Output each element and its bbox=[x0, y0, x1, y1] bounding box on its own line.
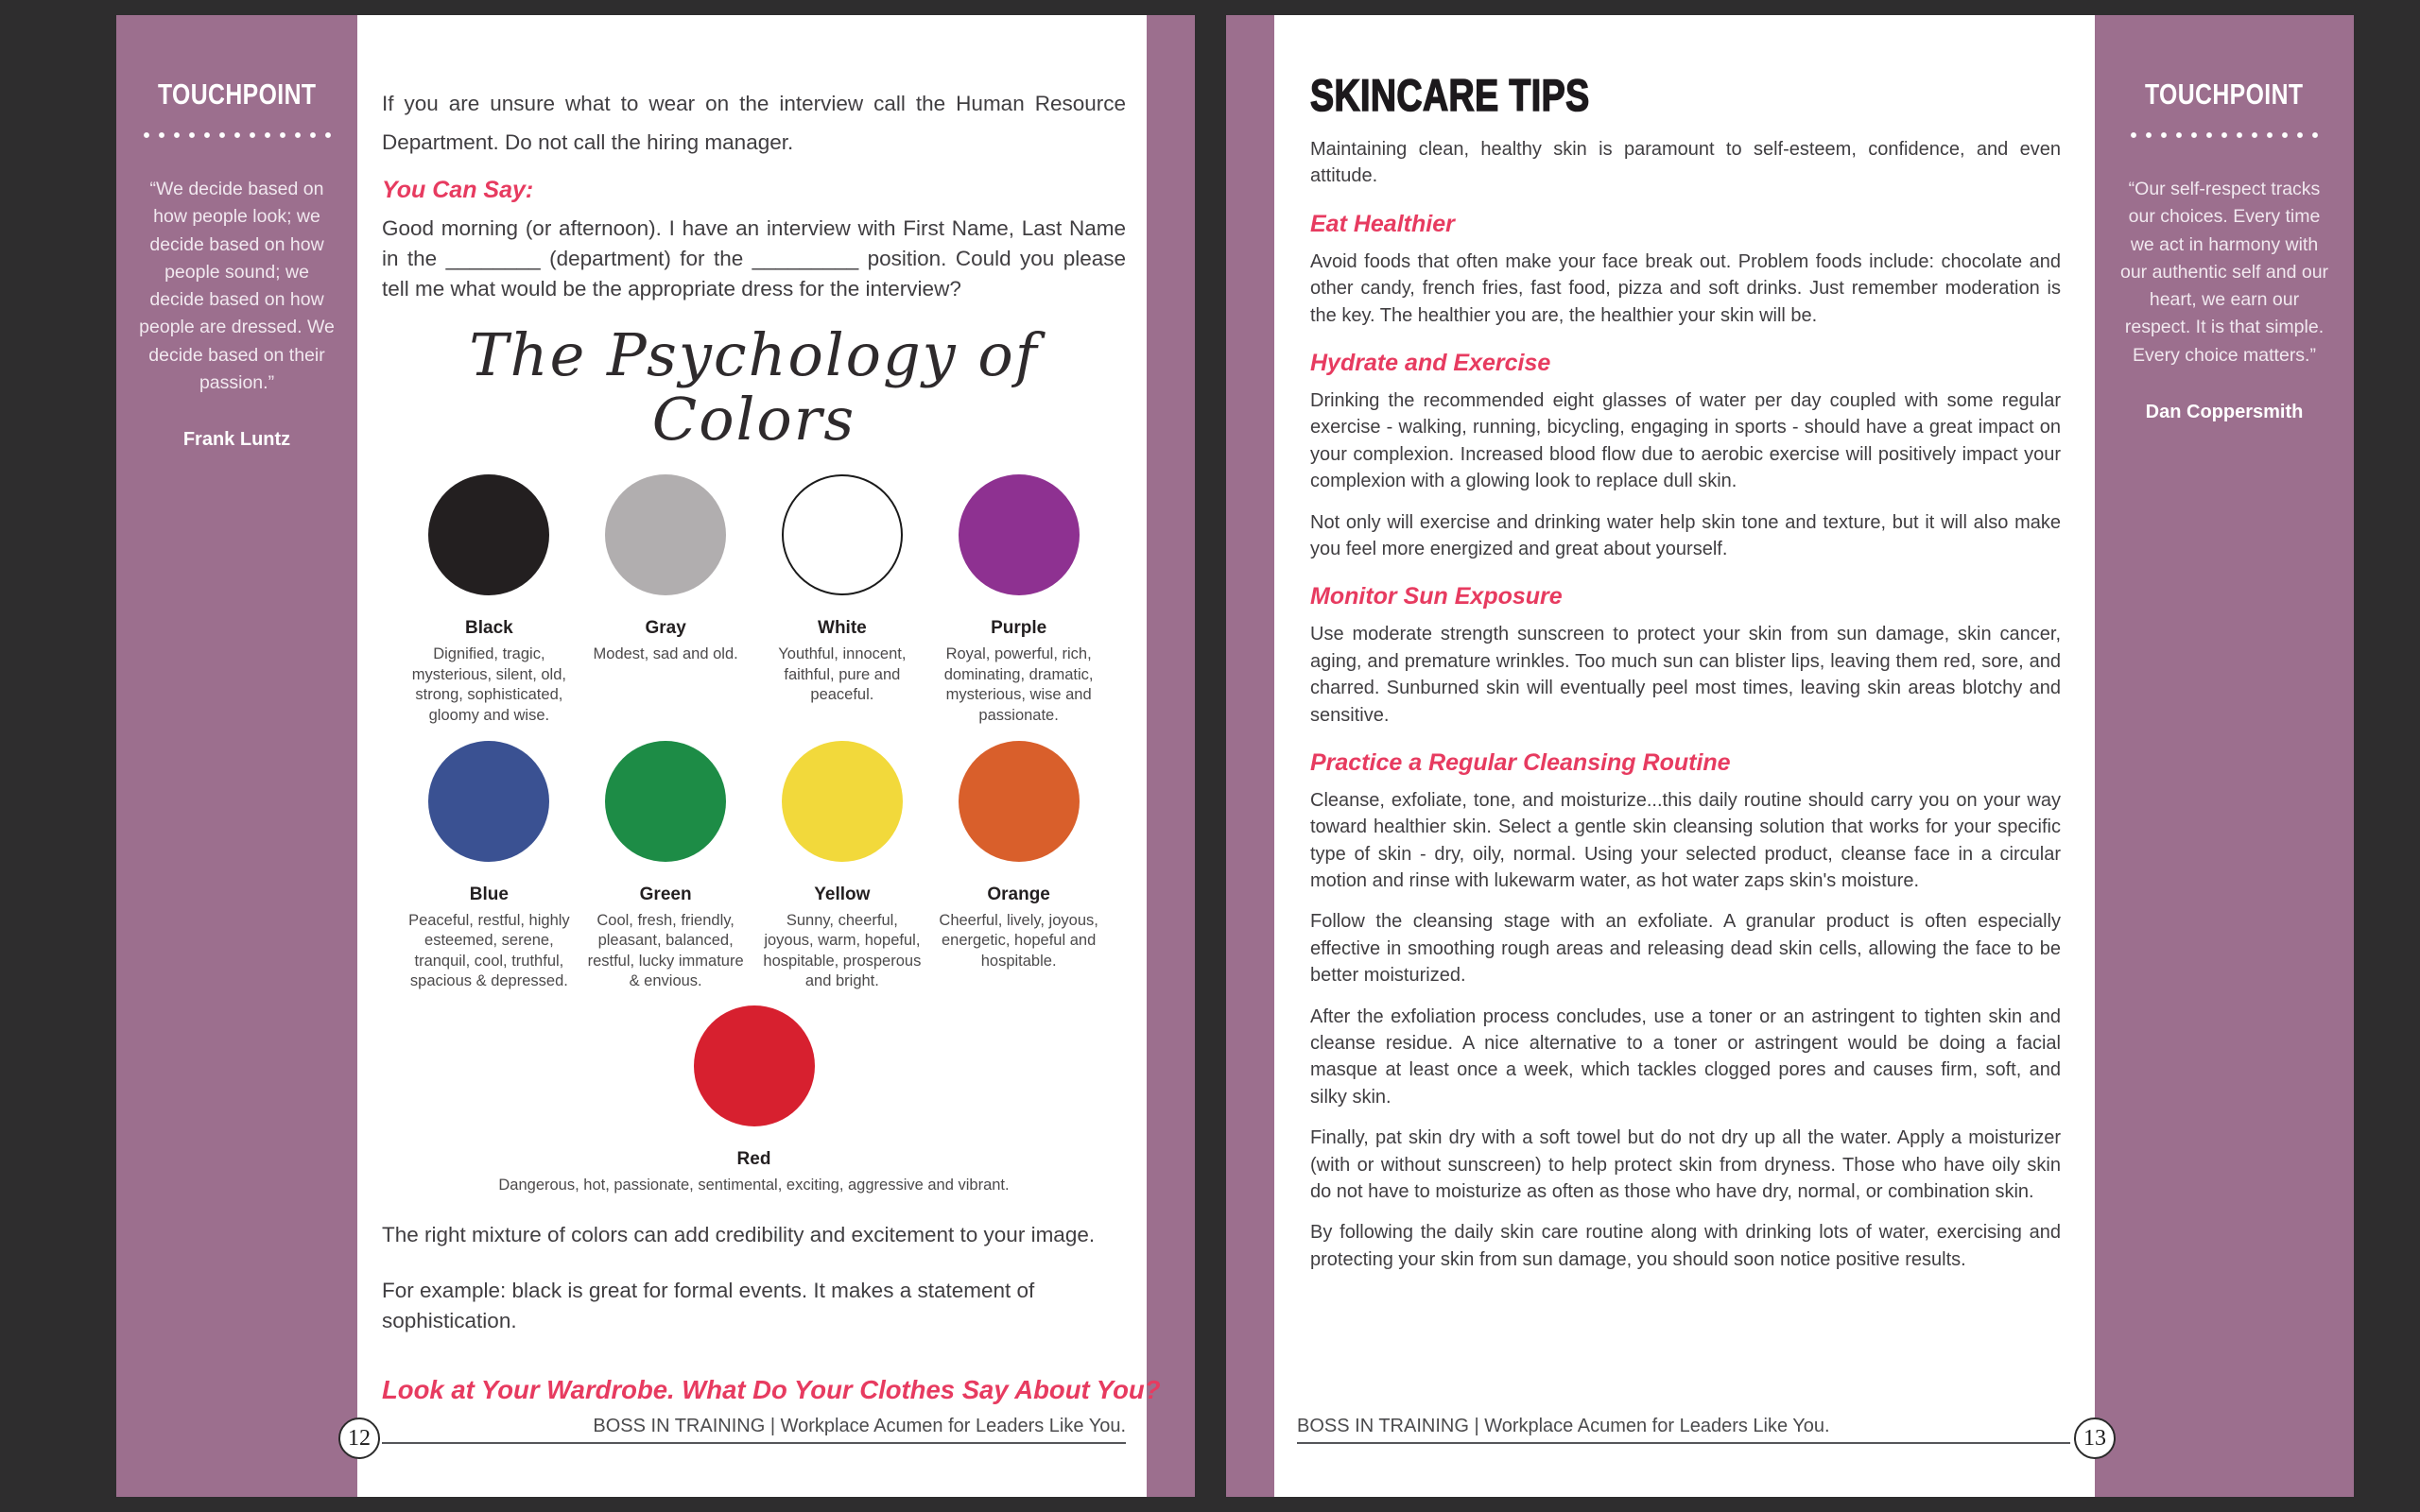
page-number-badge: 13 bbox=[2074, 1418, 2116, 1459]
right-page bbox=[1274, 15, 2106, 1497]
red-swatch bbox=[694, 1005, 815, 1126]
green-swatch bbox=[605, 741, 726, 862]
color-description: Dangerous, hot, passionate, sentimental, exciting, aggressive and vibrant. bbox=[498, 1176, 1010, 1194]
color-name: Gray bbox=[645, 618, 686, 639]
dotted-divider bbox=[2131, 130, 2318, 140]
psychology-of-colors-title: The Psychology of Colors bbox=[469, 319, 1039, 454]
page-number-badge: 12 bbox=[338, 1418, 380, 1459]
section-paragraph: Avoid foods that often make your face break out. Problem foods include: chocolate and other candy, french fries, fast food, pizza and soft drinks. Just remember moderation is the key. The healthier you are, the healthier your skin will be. bbox=[1310, 250, 2061, 326]
touchpoint-title: TOUCHPOINT bbox=[2145, 77, 2304, 111]
color-name: White bbox=[818, 618, 867, 639]
section-paragraph: Not only will exercise and drinking water help skin tone and texture, but it will also make you feel more energized and great about yourself. bbox=[1310, 511, 2061, 559]
section-paragraph: After the exfoliation process concludes, use a toner or an astringent to tighten skin and cleanse residue. A nice alternative to a toner or astringent would be doing a facial masque at least once a week, which tackles clogged pores and causes firm, soft, and silky skin. bbox=[1310, 1005, 2061, 1108]
example-note: For example: black is great for formal events. It makes a statement of sophistication. bbox=[382, 1278, 1035, 1333]
right-page-footer bbox=[1297, 1416, 2106, 1465]
color-description: Peaceful, restful, highly esteemed, serene, tranquil, cool, truthful, spacious & depressed. bbox=[408, 911, 570, 990]
color-cell-gray bbox=[585, 474, 747, 726]
white-swatch bbox=[782, 474, 903, 595]
dotted-divider bbox=[144, 130, 331, 140]
wardrobe-question: Look at Your Wardrobe. What Do Your Clothes Say About You? bbox=[382, 1375, 1161, 1404]
color-name: Yellow bbox=[814, 884, 871, 904]
skincare-tips-title: SKINCARE TIPS bbox=[1310, 70, 1590, 120]
left-page-content bbox=[382, 85, 1161, 1405]
touchpoint-panel-left bbox=[116, 77, 357, 451]
section-paragraph: Cleanse, exfoliate, tone, and moisturize...this daily routine should carry you on your way toward healthier skin. Select a gentle skin cleansing solution that works for your specific type of skin - dry, oily, normal. Using your selected product, cleanse face in a circular motion and rinse with lukewarm water, as hot water zaps skin's moisture. bbox=[1310, 789, 2061, 892]
right-page-content bbox=[1310, 70, 2061, 1287]
section-heading-hydrate-and-exercise: Hydrate and Exercise bbox=[1310, 350, 1551, 376]
color-cell-green bbox=[585, 741, 747, 992]
phone-script-paragraph: Good morning (or afternoon). I have an interview with First Name, Last Name in the ________ (department) for the _________ position. Could you please tell me what would be the appropriate dress for the interview? bbox=[382, 216, 1126, 301]
color-cell-yellow bbox=[762, 741, 924, 992]
footer-book-title: BOSS IN TRAINING | Workplace Acumen for Leaders Like You. bbox=[1297, 1416, 1830, 1436]
footer-book-title: BOSS IN TRAINING | Workplace Acumen for Leaders Like You. bbox=[593, 1416, 1126, 1436]
section-heading-monitor-sun-exposure: Monitor Sun Exposure bbox=[1310, 583, 1563, 610]
left-page bbox=[348, 15, 1161, 1497]
section-heading-cleansing-routine: Practice a Regular Cleansing Routine bbox=[1310, 748, 1731, 776]
section-paragraph: Use moderate strength sunscreen to protect your skin from sun damage, skin cancer, aging, and premature wrinkles. Too much sun can blister lips, leaving them red, sore, and charred. Sunburned skin will eventually peel most times, leaving skin areas blotchy and sensitive. bbox=[1310, 624, 2061, 726]
color-description: Sunny, cheerful, joyous, warm, hopeful, hospitable, prosperous and bright. bbox=[763, 911, 922, 990]
color-description: Royal, powerful, rich, dominating, dramatic, mysterious, wise and passionate. bbox=[943, 645, 1094, 724]
you-can-say-heading: You Can Say: bbox=[382, 177, 534, 203]
color-name: Blue bbox=[469, 884, 509, 904]
mixture-note: The right mixture of colors can add credibility and excitement to your image. bbox=[382, 1223, 1096, 1247]
color-cell-orange bbox=[938, 741, 1099, 992]
color-description: Dignified, tragic, mysterious, silent, old, strong, sophisticated, gloomy and wise. bbox=[411, 645, 566, 724]
color-cell-purple bbox=[938, 474, 1099, 726]
gray-swatch bbox=[605, 474, 726, 595]
section-heading-eat-healthier: Eat Healthier bbox=[1310, 210, 1455, 237]
color-cell-blue bbox=[408, 741, 570, 992]
section-paragraph: Finally, pat skin dry with a soft towel but do not dry up all the water. Apply a moisturizer (with or without sunscreen) to help protect skin from dryness. Those who have oily skin do not have to moisturize as often as those who have dry, normal, or combination skin. bbox=[1310, 1127, 2061, 1202]
color-name: Purple bbox=[991, 618, 1047, 639]
touchpoint-attribution: Frank Luntz bbox=[182, 429, 291, 450]
color-name: Green bbox=[639, 884, 692, 904]
section-paragraph: By following the daily skin care routine along with drinking lots of water, exercising and protecting your skin from sun damage, you should soon notice positive results. bbox=[1310, 1222, 2061, 1270]
blue-swatch bbox=[428, 741, 549, 862]
left-spread-purple-panel bbox=[116, 15, 1195, 1497]
color-name: Red bbox=[736, 1148, 771, 1169]
section-paragraph: Follow the cleansing stage with an exfoliate. A granular product is often especially effective in smoothing rough areas and releasing dead skin cells, allowing the face to be better moisturized. bbox=[1310, 911, 2061, 987]
touchpoint-title: TOUCHPOINT bbox=[157, 77, 317, 111]
color-psychology-grid bbox=[382, 474, 1126, 992]
left-page-footer bbox=[348, 1416, 1126, 1465]
purple-swatch bbox=[959, 474, 1080, 595]
color-cell-black bbox=[408, 474, 570, 726]
footer-rule bbox=[1297, 1442, 2070, 1444]
touchpoint-quote: “We decide based on how people look; we decide based on how people sound; we decide based on how people are dressed. We decide based on their passion.” bbox=[139, 179, 335, 393]
color-cell-white bbox=[762, 474, 924, 726]
color-description: Modest, sad and old. bbox=[593, 645, 738, 663]
orange-swatch bbox=[959, 741, 1080, 862]
right-spread-purple-panel bbox=[1226, 15, 2354, 1497]
touchpoint-panel-right bbox=[2095, 77, 2354, 423]
color-name: Black bbox=[465, 618, 513, 639]
color-description: Cool, fresh, friendly, pleasant, balanced, restful, lucky immature & envious. bbox=[587, 911, 744, 990]
color-name: Orange bbox=[987, 884, 1050, 904]
color-description: Cheerful, lively, joyous, energetic, hopeful and hospitable. bbox=[939, 911, 1098, 970]
footer-rule bbox=[382, 1442, 1126, 1444]
interview-attire-intro: If you are unsure what to wear on the interview call the Human Resource Department. Do not call the hiring manager. bbox=[382, 92, 1126, 154]
touchpoint-quote: “Our self-respect tracks our choices. Every time we act in harmony with our authentic self and our heart, we earn our respect. It is that simple. Every choice matters.” bbox=[2119, 179, 2329, 366]
yellow-swatch bbox=[782, 741, 903, 862]
black-swatch bbox=[428, 474, 549, 595]
skincare-intro: Maintaining clean, healthy skin is paramount to self-esteem, confidence, and even attitude. bbox=[1310, 139, 2061, 187]
touchpoint-attribution: Dan Coppersmith bbox=[2145, 401, 2304, 422]
color-description: Youthful, innocent, faithful, pure and peaceful. bbox=[778, 645, 907, 704]
color-cell-red bbox=[382, 1005, 1126, 1195]
section-paragraph: Drinking the recommended eight glasses of water per day coupled with some regular exercise - walking, running, bicycling, engaging in sports - should have a great impact on your complexion. Increased blood flow due to aerobic exercise will positively impact your complexion with a glowing look to replace dull skin. bbox=[1310, 390, 2061, 492]
